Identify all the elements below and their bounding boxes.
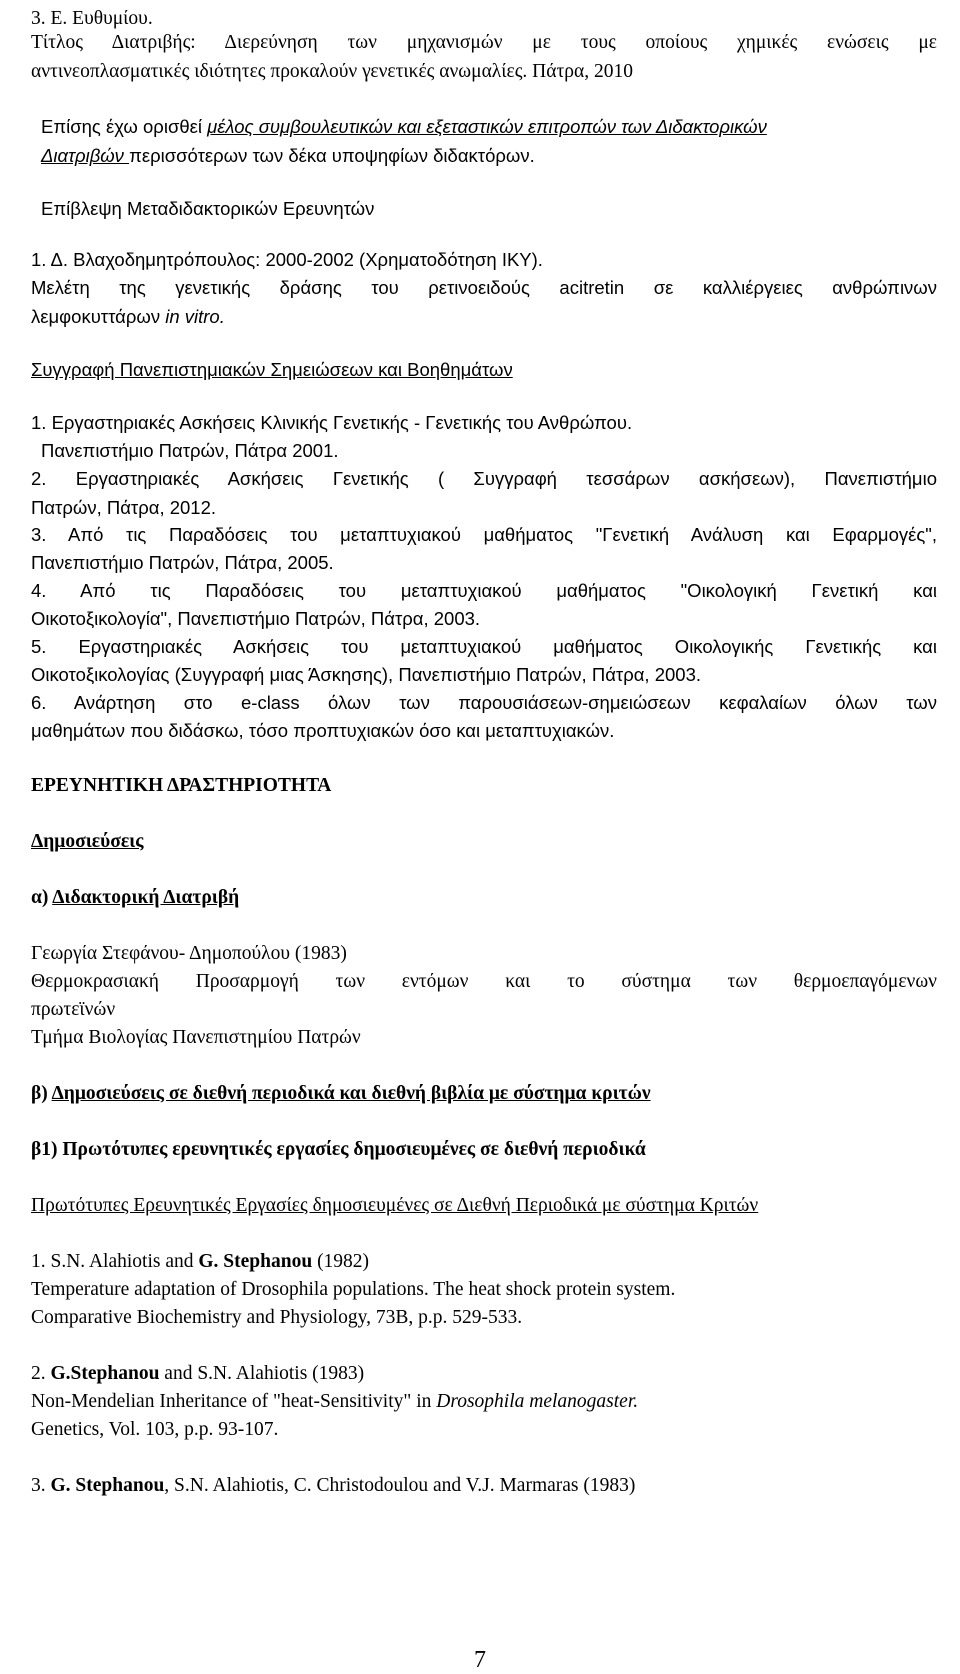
thesis-title: Θερμοκρασιακή Προσαρμογή των εντόμων και το σύστημα των θερμοεπαγόμενων	[31, 971, 937, 992]
publication-authors: 1. S.N. Alahiotis and G. Stephanou (1982)	[31, 1251, 370, 1272]
thesis-section-heading: α) Διδακτορική Διατριβή	[31, 887, 240, 908]
postdoc-heading: Επίβλεψη Μεταδιδακτορικών Ερευνητών	[41, 198, 375, 219]
postdoc-desc: Μελέτη της γενετικής δράσης του ρετινοειδούς acitretin σε καλλιέργειες ανθρώπινων	[31, 277, 937, 298]
committee-link: μέλος συμβουλευτικών και εξεταστικών επιτροπών των Διδακτορικών	[207, 116, 767, 137]
page-number: 7	[474, 1647, 486, 1673]
notes-line: 6. Ανάρτηση στο e-class όλων των παρουσιάσεων-σημειώσεων κεφαλαίων όλων των	[31, 692, 937, 713]
postdoc-desc: λεμφοκυττάρων in vitro.	[31, 306, 225, 327]
publication-journal: Comparative Biochemistry and Physiology, 73B, p.p. 529-533.	[31, 1307, 523, 1328]
notes-line: 2. Εργαστηριακές Ασκήσεις Γενετικής ( Συγγραφή τεσσάρων ασκήσεων), Πανεπιστήμιο	[31, 468, 937, 489]
thesis-title-line: αντινεοπλασματικές ιδιότητες προκαλούν γενετικές ανωμαλίες. Πάτρα, 2010	[31, 61, 634, 82]
notes-line: 3. Από τις Παραδόσεις του μεταπτυχιακού μαθήματος "Γενετική Ανάλυση και Εφαρμογές",	[31, 524, 937, 545]
thesis-item-line: 3. Ε. Ευθυμίου.	[31, 8, 153, 29]
publications-heading: Δημοσιεύσεις	[31, 831, 144, 852]
thesis-title-line: Τίτλος Διατριβής: Διερεύνηση των μηχανισμών με τους οποίους χημικές ενώσεις με	[31, 32, 937, 53]
research-heading: ΕΡΕΥΝΗΤΙΚΗ ΔΡΑΣΤΗΡΙΟΤΗΤΑ	[31, 775, 332, 796]
postdoc-item: 1. Δ. Βλαχοδημητρόπουλος: 2000-2002 (Χρηματοδότηση ΙΚΥ).	[31, 249, 543, 270]
thesis-author: Γεωργία Στεφάνου- Δημοπούλου (1983)	[31, 943, 347, 964]
publication-title: Temperature adaptation of Drosophila populations. The heat shock protein system.	[31, 1279, 676, 1300]
original-research-heading: β1) Πρωτότυπες ερευνητικές εργασίες δημοσιευμένες σε διεθνή περιοδικά	[31, 1139, 646, 1160]
notes-heading: Συγγραφή Πανεπιστημιακών Σημειώσεων και Βοηθημάτων	[31, 359, 513, 380]
committee-line: Επίσης έχω ορισθεί μέλος συμβουλευτικών και εξεταστικών επιτροπών των Διδακτορικών	[41, 116, 767, 137]
notes-line: μαθημάτων που διδάσκω, τόσο προπτυχιακών όσο και μεταπτυχιακών.	[31, 720, 615, 741]
committee-line: Διατριβών περισσότερων των δέκα υποψηφίων διδακτόρων.	[41, 145, 535, 166]
notes-line: Πανεπιστήμιο Πατρών, Πάτρα, 2005.	[31, 552, 334, 573]
notes-line: 5. Εργαστηριακές Ασκήσεις του μεταπτυχιακού μαθήματος Οικολογικής Γενετικής και	[31, 636, 937, 657]
notes-line: Πανεπιστήμιο Πατρών, Πάτρα 2001.	[41, 440, 339, 461]
notes-line: Οικοτοξικολογία", Πανεπιστήμιο Πατρών, Πάτρα, 2003.	[31, 608, 481, 629]
publication-authors: 3. G. Stephanou, S.N. Alahiotis, C. Christodoulou and V.J. Marmaras (1983)	[31, 1475, 636, 1496]
notes-line: Πατρών, Πάτρα, 2012.	[31, 497, 217, 518]
publication-title: Non-Mendelian Inheritance of "heat-Sensitivity" in Drosophila melanogaster.	[31, 1391, 639, 1412]
intl-pubs-heading: β) Δημοσιεύσεις σε διεθνή περιοδικά και διεθνή βιβλία με σύστημα κριτών	[31, 1083, 651, 1104]
thesis-dept: Τμήμα Βιολογίας Πανεπιστημίου Πατρών	[31, 1027, 361, 1048]
refereed-journals-heading: Πρωτότυπες Ερευνητικές Εργασίες δημοσιευμένες σε Διεθνή Περιοδικά με σύστημα Κριτών	[31, 1195, 759, 1216]
notes-line: 1. Εργαστηριακές Ασκήσεις Κλινικής Γενετικής - Γενετικής του Ανθρώπου.	[31, 412, 633, 433]
thesis-title: πρωτεϊνών	[31, 999, 116, 1020]
publication-authors: 2. G.Stephanou and S.N. Alahiotis (1983)	[31, 1363, 365, 1384]
notes-line: Οικοτοξικολογίας (Συγγραφή μιας Άσκησης), Πανεπιστήμιο Πατρών, Πάτρα, 2003.	[31, 664, 701, 685]
publication-journal: Genetics, Vol. 103, p.p. 93-107.	[31, 1419, 279, 1440]
notes-line: 4. Από τις Παραδόσεις του μεταπτυχιακού μαθήματος "Οικολογική Γενετική και	[31, 580, 937, 601]
